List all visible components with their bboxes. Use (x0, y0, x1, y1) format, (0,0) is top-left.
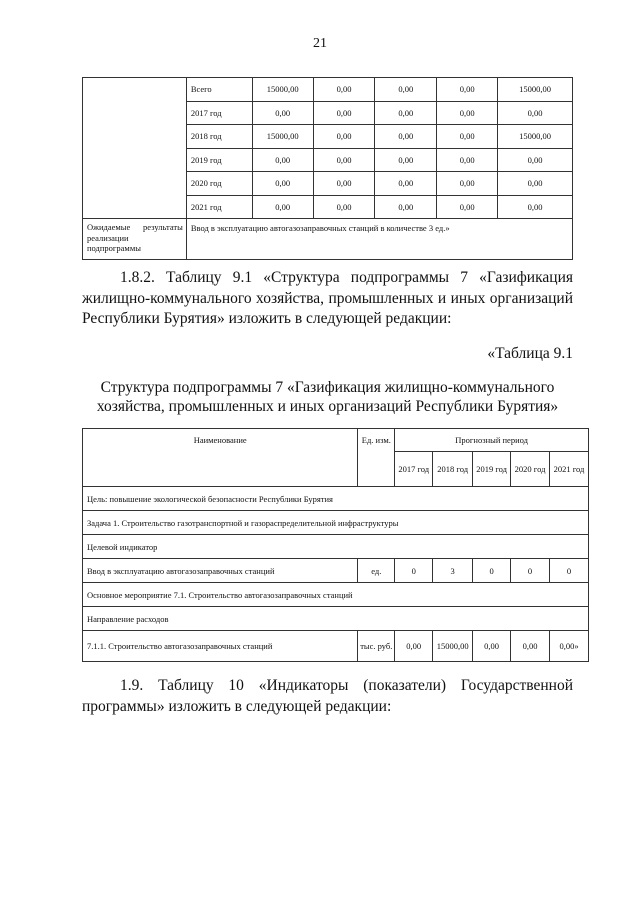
funding-value: 0,00 (313, 125, 375, 149)
header-year: 2018 год (433, 452, 473, 487)
funding-row-label: 2018 год (186, 125, 252, 149)
header-year: 2020 год (511, 452, 550, 487)
funding-row-label: Всего (186, 78, 252, 102)
funding-value: 0,00 (375, 101, 437, 125)
funding-value: 0,00 (375, 78, 437, 102)
funding-value: 0,00 (498, 172, 573, 196)
funding-value: 0,00 (375, 195, 437, 219)
funding-value: 0,00 (437, 101, 498, 125)
blank-cell (83, 78, 187, 219)
goal-row: Цель: повышение экологической безопасности Республики Бурятия (83, 487, 589, 511)
subprogram-structure-table (82, 428, 589, 662)
funding-value: 0,00 (375, 125, 437, 149)
header-unit: Ед. изм. (358, 429, 395, 487)
header-name: Наименование (83, 429, 358, 487)
table-title: Структура подпрограммы 7 «Газификация жилищно-коммунального хозяйства, промышленных и иных организаций Республики Бурятия» (96, 379, 559, 415)
funding-value: 15000,00 (252, 125, 313, 149)
funding-value: 0,00 (313, 172, 375, 196)
header-year: 2021 год (550, 452, 589, 487)
funding-value: 0,00 (252, 195, 313, 219)
funding-value: 0,00 (313, 101, 375, 125)
funding-value: 15000,00 (252, 78, 313, 102)
header-forecast-period: Прогнозный период (395, 429, 589, 452)
indicator-value: 0 (473, 559, 511, 583)
expected-results-label: Ожидаемые результаты реализации подпрограммы (83, 219, 187, 260)
expense-unit: тыс. руб. (358, 631, 395, 662)
header-year: 2019 год (473, 452, 511, 487)
funding-value: 0,00 (498, 148, 573, 172)
funding-value: 0,00 (252, 148, 313, 172)
funding-value: 0,00 (437, 172, 498, 196)
page-number: 21 (313, 36, 327, 51)
funding-value: 0,00 (252, 172, 313, 196)
table-caption: «Таблица 9.1 (487, 345, 573, 362)
paragraph-1-8-2-text: 1.8.2. Таблицу 9.1 «Структура подпрограммы 7 «Газификация жилищно-коммунального хозяйства, промышленных и иных организаций Республики Бурятия» изложить в следующей редакции: (82, 269, 573, 327)
funding-row (83, 78, 573, 102)
funding-row-label: 2020 год (186, 172, 252, 196)
funding-value: 0,00 (437, 195, 498, 219)
funding-value: 15000,00 (498, 78, 573, 102)
main-event-row: Основное мероприятие 7.1. Строительство автогазозаправочных станций (83, 583, 589, 607)
funding-value: 0,00 (437, 78, 498, 102)
indicator-value: 0 (550, 559, 589, 583)
funding-row-label: 2017 год (186, 101, 252, 125)
paragraph-1-9-text: 1.9. Таблицу 10 «Индикаторы (показатели) Государственной программы» изложить в следующей редакции: (82, 677, 573, 715)
funding-value: 0,00 (252, 101, 313, 125)
funding-value: 0,00 (313, 148, 375, 172)
expense-name: 7.1.1. Строительство автогазозаправочных станций (83, 631, 358, 662)
funding-row-label: 2019 год (186, 148, 252, 172)
expense-value: 0,00 (473, 631, 511, 662)
expected-results-row (83, 219, 573, 260)
indicator-value: 0 (511, 559, 550, 583)
expenses-row: Направление расходов (83, 607, 589, 631)
expense-value: 0,00 (511, 631, 550, 662)
funding-value: 0,00 (313, 195, 375, 219)
header-year: 2017 год (395, 452, 433, 487)
paragraph-1-9 (82, 676, 573, 717)
expense-value: 15000,00 (433, 631, 473, 662)
indicator-unit: ед. (358, 559, 395, 583)
funding-value: 0,00 (498, 195, 573, 219)
funding-value: 15000,00 (498, 125, 573, 149)
expense-value: 0,00 (395, 631, 433, 662)
funding-value: 0,00 (437, 148, 498, 172)
task-row: Задача 1. Строительство газотранспортной и газораспределительной инфраструктуры (83, 511, 589, 535)
indicator-value: 0 (395, 559, 433, 583)
funding-value: 0,00 (313, 78, 375, 102)
funding-value: 0,00 (437, 125, 498, 149)
paragraph-1-8-2 (82, 268, 573, 330)
funding-row-label: 2021 год (186, 195, 252, 219)
indicator-value: 3 (433, 559, 473, 583)
expected-results-text: Ввод в эксплуатацию автогазозаправочных станций в количестве 3 ед.» (186, 219, 572, 260)
expense-value: 0,00» (550, 631, 589, 662)
indicator-name: Ввод в эксплуатацию автогазозаправочных станций (83, 559, 358, 583)
target-indicator-row: Целевой индикатор (83, 535, 589, 559)
funding-value: 0,00 (375, 148, 437, 172)
funding-table (82, 77, 573, 260)
funding-value: 0,00 (375, 172, 437, 196)
funding-value: 0,00 (498, 101, 573, 125)
